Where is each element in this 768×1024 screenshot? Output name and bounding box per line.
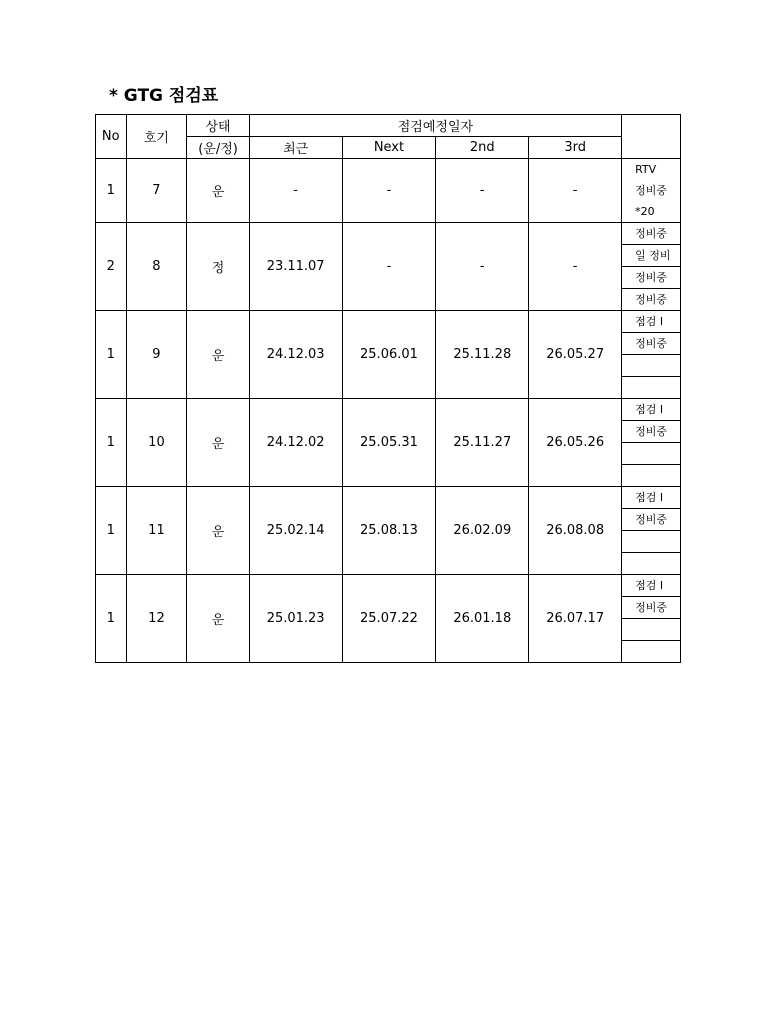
cell-note: 정비중: [622, 509, 681, 531]
table-row: [96, 223, 681, 245]
cell-status: 운: [187, 399, 249, 487]
cell-note: [622, 641, 681, 663]
cell-status: 정: [187, 223, 249, 311]
cell-date-recent: -: [249, 159, 342, 223]
cell-note: 점검 I: [622, 311, 681, 333]
cell-date-3rd: 26.08.08: [529, 487, 622, 575]
cell-date-recent: 25.02.14: [249, 487, 342, 575]
table-row: [96, 575, 681, 597]
cell-date-next: -: [342, 159, 436, 223]
cell-date-recent: 24.12.03: [249, 311, 342, 399]
cell-no: 1: [96, 399, 127, 487]
schedule-table-container: [95, 114, 681, 674]
header-col-next: Next: [342, 137, 436, 159]
cell-unit: 12: [126, 575, 187, 663]
cell-unit: 8: [126, 223, 187, 311]
table-row: [96, 159, 681, 181]
header-no: No: [96, 115, 127, 159]
cell-note: [622, 377, 681, 399]
header-col-recent: 최근: [249, 137, 342, 159]
cell-unit: 7: [126, 159, 187, 223]
cell-date-2nd: -: [436, 223, 529, 311]
cell-status: 운: [187, 487, 249, 575]
cell-date-next: -: [342, 223, 436, 311]
header-col-2nd: 2nd: [436, 137, 529, 159]
cell-note: 정비중: [622, 333, 681, 355]
cell-note: [622, 355, 681, 377]
cell-date-recent: 25.01.23: [249, 575, 342, 663]
cell-note: 정비중: [622, 597, 681, 619]
cell-note: [622, 531, 681, 553]
cell-date-2nd: 25.11.28: [436, 311, 529, 399]
cell-no: 1: [96, 159, 127, 223]
cell-no: 2: [96, 223, 127, 311]
cell-date-next: 25.07.22: [342, 575, 436, 663]
cell-unit: 10: [126, 399, 187, 487]
cell-note: 정비중: [622, 223, 681, 245]
cell-note: *20: [622, 201, 681, 223]
cell-date-recent: 23.11.07: [249, 223, 342, 311]
header-notes: [622, 115, 681, 159]
cell-date-2nd: 26.01.18: [436, 575, 529, 663]
cell-status: 운: [187, 311, 249, 399]
cell-note: RTV: [622, 159, 681, 181]
cell-status: 운: [187, 575, 249, 663]
cell-unit: 11: [126, 487, 187, 575]
cell-unit: 9: [126, 311, 187, 399]
header-status-top: 상태: [187, 115, 249, 137]
cell-date-2nd: -: [436, 159, 529, 223]
cell-note: [622, 619, 681, 641]
cell-note: [622, 443, 681, 465]
cell-date-next: 25.06.01: [342, 311, 436, 399]
header-status-bottom: (운/정): [187, 137, 249, 159]
cell-note: 점검 I: [622, 399, 681, 421]
cell-no: 1: [96, 311, 127, 399]
cell-note: 일 정비: [622, 245, 681, 267]
header-col-3rd: 3rd: [529, 137, 622, 159]
header-schedule-group: 점검예정일자: [249, 115, 621, 137]
table-row: [96, 399, 681, 421]
cell-date-2nd: 25.11.27: [436, 399, 529, 487]
cell-note: 정비중: [622, 267, 681, 289]
table-row: [96, 311, 681, 333]
cell-note: [622, 465, 681, 487]
cell-date-3rd: -: [529, 159, 622, 223]
header-unit: 호기: [126, 115, 187, 159]
cell-note: 정비중: [622, 180, 681, 201]
cell-no: 1: [96, 487, 127, 575]
cell-date-2nd: 26.02.09: [436, 487, 529, 575]
cell-date-3rd: 26.07.17: [529, 575, 622, 663]
cell-status: 운: [187, 159, 249, 223]
cell-date-3rd: -: [529, 223, 622, 311]
cell-note: 점검 I: [622, 487, 681, 509]
cell-no: 1: [96, 575, 127, 663]
cell-note: [622, 553, 681, 575]
cell-date-3rd: 26.05.27: [529, 311, 622, 399]
cell-note: 정비중: [622, 421, 681, 443]
cell-date-next: 25.05.31: [342, 399, 436, 487]
cell-date-next: 25.08.13: [342, 487, 436, 575]
table-row: [96, 487, 681, 509]
cell-note: 정비중: [622, 289, 681, 311]
schedule-table: [95, 114, 681, 663]
cell-note: 점검 I: [622, 575, 681, 597]
cell-date-3rd: 26.05.26: [529, 399, 622, 487]
page-title: * GTG 점검표: [109, 86, 219, 106]
cell-date-recent: 24.12.02: [249, 399, 342, 487]
